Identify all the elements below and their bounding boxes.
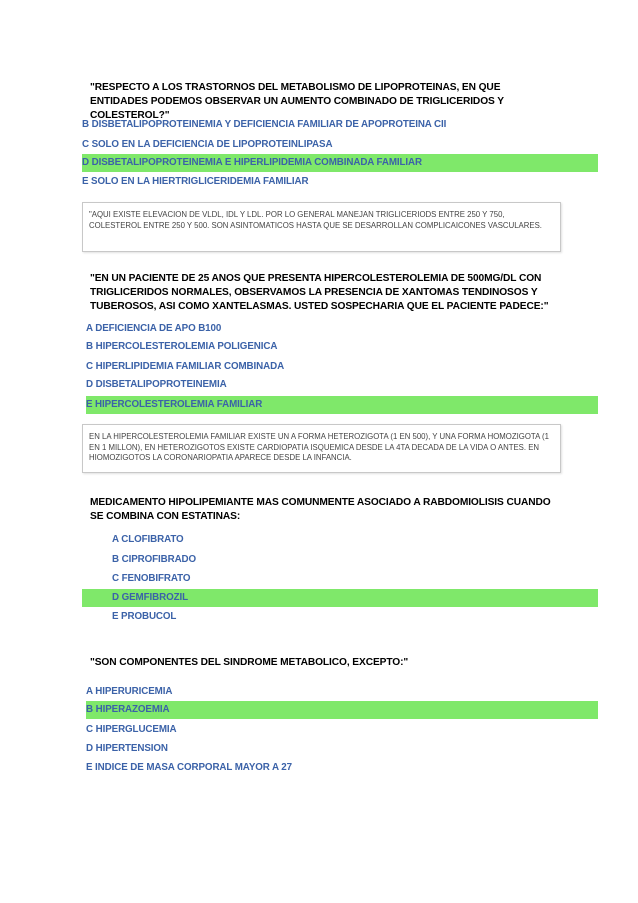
q3-option-c[interactable]: C FENOBIFRATO bbox=[112, 573, 191, 584]
question-3-text: MEDICAMENTO HIPOLIPEMIANTE MAS COMUNMENTE ASOCIADO A RABDOMIOLISIS CUANDO SE COMBINA CON ESTATINAS: bbox=[90, 497, 551, 522]
q1-explanation-box: "AQUI EXISTE ELEVACION DE VLDL, IDL Y LDL. POR LO GENERAL MANEJAN TRIGLICERIODS ENTRE 250 Y 750, COLESTEROL ENTRE 250 Y 500. SON ASINTOMATICOS HASTA QUE SE DESARROLLAN COMPLICAICONES VASCULARES. bbox=[82, 202, 561, 252]
q3-option-d-correct[interactable]: D GEMFIBROZIL bbox=[82, 589, 598, 607]
question-2-text: "EN UN PACIENTE DE 25 ANOS QUE PRESENTA HIPERCOLESTEROLEMIA DE 500MG/DL CON TRIGLICERIDOS NORMALES, OBSERVAMOS LA PRESENCIA DE XANTOMAS TENDINOSOS Y TUBEROSOS, ASI COMO XANTELASMAS. USTED SOSPECHARIA QUE EL PACIENTE PADECE:" bbox=[90, 273, 549, 312]
q2-option-d[interactable]: D DISBETALIPOPROTEINEMIA bbox=[86, 379, 227, 390]
q2-option-c[interactable]: C HIPERLIPIDEMIA FAMILIAR COMBINADA bbox=[86, 361, 285, 372]
q3-option-b[interactable]: B CIPROFIBRADO bbox=[112, 554, 197, 565]
q4-option-c[interactable]: C HIPERGLUCEMIA bbox=[86, 724, 177, 735]
q4-option-a[interactable]: A HIPERURICEMIA bbox=[86, 686, 173, 697]
question-4-text: "SON COMPONENTES DEL SINDROME METABOLICO, EXCEPTO:" bbox=[90, 657, 409, 668]
question-1-text: "RESPECTO A LOS TRASTORNOS DEL METABOLISMO DE LIPOPROTEINAS, EN QUE ENTIDADES PODEMOS OBSERVAR UN AUMENTO COMBINADO DE TRIGLICERIDOS Y COLESTEROL?" bbox=[90, 82, 504, 121]
q2-option-b[interactable]: B HIPERCOLESTEROLEMIA POLIGENICA bbox=[86, 341, 278, 352]
q4-option-e[interactable]: E INDICE DE MASA CORPORAL MAYOR A 27 bbox=[86, 762, 292, 773]
q2-explanation-box: EN LA HIPERCOLESTEROLEMIA FAMILIAR EXISTE UN A FORMA HETEROZIGOTA (1 EN 500), Y UNA FORMA HOMOZIGOTA (1 EN 1 MILLON), EN HETEROZIGOTOS EXISTE CARDIOPATIA ISQUEMICA DESDE LA 4TA DECADA DE LA VIDA O ANTES. EN HIOMOZIGOTOS LA CORONARIOPATIA APARECE DESDE LA INFANCIA. bbox=[82, 424, 561, 473]
q4-option-d[interactable]: D HIPERTENSION bbox=[86, 743, 168, 754]
q3-option-a[interactable]: A CLOFIBRATO bbox=[112, 534, 184, 545]
q4-option-b-correct[interactable]: B HIPERAZOEMIA bbox=[86, 701, 598, 719]
q1-option-c[interactable]: C SOLO EN LA DEFICIENCIA DE LIPOPROTEINLIPASA bbox=[82, 139, 333, 150]
q1-option-b[interactable]: B DISBETALIPOPROTEINEMIA Y DEFICIENCIA FAMILIAR DE APOPROTEINA CII bbox=[82, 119, 447, 130]
q2-option-a[interactable]: A DEFICIENCIA DE APO B100 bbox=[86, 323, 222, 334]
q3-option-e[interactable]: E PROBUCOL bbox=[112, 611, 177, 622]
q1-option-d-correct[interactable]: D DISBETALIPOPROTEINEMIA E HIPERLIPIDEMIA COMBINADA FAMILIAR bbox=[82, 154, 598, 172]
q1-option-e[interactable]: E SOLO EN LA HIERTRIGLICERIDEMIA FAMILIAR bbox=[82, 176, 309, 187]
q2-option-e-correct[interactable]: E HIPERCOLESTEROLEMIA FAMILIAR bbox=[86, 396, 598, 414]
